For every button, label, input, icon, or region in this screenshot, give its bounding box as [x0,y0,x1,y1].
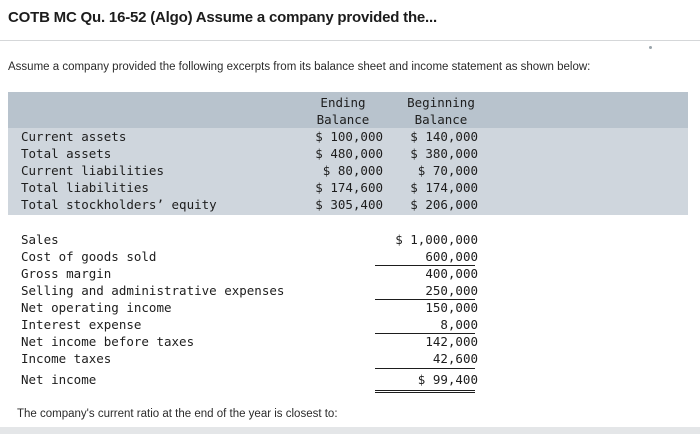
is-row-value: 250,000 [425,283,478,298]
header-divider [0,40,700,41]
col-beginning-header-2: Balance [414,112,468,127]
is-row-value: 142,000 [425,334,478,349]
bs-row-ending: $ 480,000 [315,146,383,161]
is-row-value: $ 1,000,000 [395,232,478,247]
is-row-label: Interest expense [21,317,142,332]
scroll-indicator-dot [649,46,652,49]
total-double-underline-2 [375,392,475,393]
is-row-label: Income taxes [21,351,112,366]
bs-row-beginning: $ 174,000 [410,180,478,195]
is-row-value: 8,000 [440,317,478,332]
is-row-value: 150,000 [425,300,478,315]
bs-row-label: Current liabilities [21,163,164,178]
bs-row-label: Total assets [21,146,112,161]
is-row-value: 400,000 [425,266,478,281]
is-row-label: Sales [21,232,59,247]
is-row-value: $ 99,400 [417,372,478,387]
bs-row-label: Current assets [21,129,127,144]
is-row-value: 600,000 [425,249,478,264]
is-row-value: 42,600 [432,351,478,366]
col-beginning-header: Beginning [407,95,475,110]
bs-row-beginning: $ 70,000 [417,163,478,178]
is-row-label: Selling and administrative expenses [21,283,285,298]
is-row-label: Net income before taxes [21,334,195,349]
bottom-edge [0,427,700,434]
is-row-label: Net income [21,372,97,387]
bs-row-ending: $ 174,600 [315,180,383,195]
bs-row-beginning: $ 380,000 [410,146,478,161]
col-ending-header: Ending [320,95,366,110]
col-ending-header-2: Balance [316,112,370,127]
subtotal-underline [375,368,475,369]
is-row-label: Net operating income [21,300,172,315]
is-row-label: Gross margin [21,266,112,281]
bs-row-beginning: $ 206,000 [410,197,478,212]
page-title: COTB MC Qu. 16-52 (Algo) Assume a company provided the... [8,9,437,26]
bs-row-ending: $ 80,000 [322,163,383,178]
is-row-label: Cost of goods sold [21,249,157,264]
total-double-underline [375,390,475,391]
bs-row-label: Total stockholders’ equity [21,197,217,212]
bs-row-beginning: $ 140,000 [410,129,478,144]
bs-row-ending: $ 305,400 [315,197,383,212]
question-text: The company's current ratio at the end of the year is closest to: [17,408,338,420]
bs-row-ending: $ 100,000 [315,129,383,144]
question-intro: Assume a company provided the following excerpts from its balance sheet and income statement as shown below: [8,61,591,73]
bs-row-label: Total liabilities [21,180,149,195]
